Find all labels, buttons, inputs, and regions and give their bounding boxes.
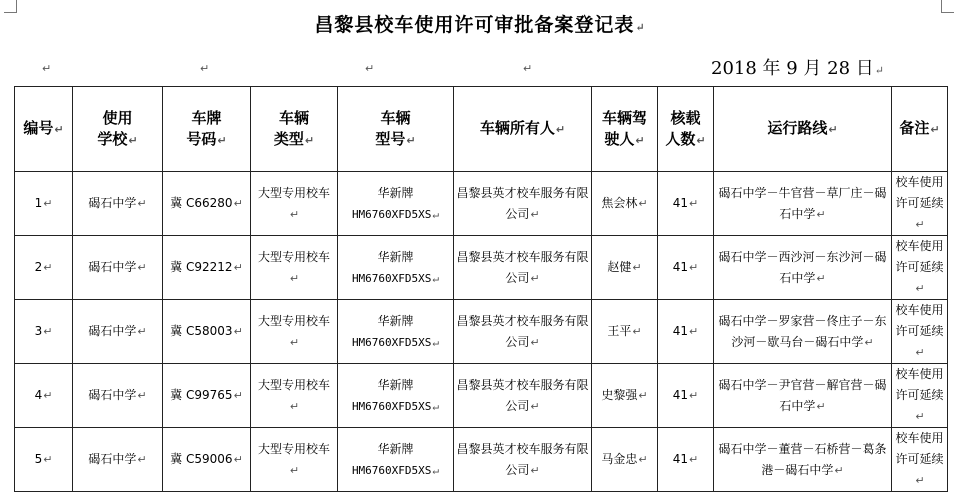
cell-capacity (658, 300, 714, 364)
header-text: 车辆 (380, 108, 411, 127)
cell-driver-text: 焦会林 (601, 196, 638, 210)
cell-school-text: 碣石中学 (88, 388, 137, 402)
cell-capacity (658, 428, 714, 492)
cell-mark: ↵ (530, 271, 540, 285)
cell-mark: ↵ (137, 453, 147, 466)
cell-vehicle-type (251, 236, 338, 300)
cell-mark: ↵ (128, 133, 138, 147)
cell-capacity (658, 364, 714, 428)
header-vehicle-model (338, 87, 454, 172)
cell-school (73, 428, 163, 492)
cell-remark (892, 428, 948, 492)
cell-remark (892, 172, 948, 236)
cell-number-text: 2 (34, 260, 43, 274)
header-text: 车辆驾 (601, 108, 647, 127)
cell-remark (892, 364, 948, 428)
table-row (15, 172, 948, 236)
header-text: 车牌 (191, 108, 222, 127)
cell-owner (454, 428, 592, 492)
header-plate (163, 87, 251, 172)
cell-mark: ↵ (43, 389, 53, 402)
cell-vehicle-model (338, 428, 454, 492)
table-header-row (15, 87, 948, 172)
cell-capacity-text: 41 (672, 260, 689, 274)
cell-vehicle-type-text: 大型专用校车 (257, 441, 330, 456)
cell-vehicle-type-text: 大型专用校车 (257, 249, 330, 264)
paragraph-mark: ↵ (200, 62, 210, 75)
cell-mark: ↵ (638, 453, 648, 466)
cell-remark-text: 校车使用许可延续 (895, 239, 944, 274)
cell-mark: ↵ (635, 133, 645, 147)
cell-mark: ↵ (233, 325, 243, 338)
cell-vehicle-model (338, 172, 454, 236)
cell-mark: ↵ (638, 197, 648, 210)
cell-owner-text: 昌黎县英才校车服务有限公司 (456, 185, 589, 221)
header-owner (454, 87, 592, 172)
cell-mark: ↵ (915, 474, 925, 487)
cell-remark (892, 300, 948, 364)
cell-plate (163, 300, 251, 364)
cell-mark: ↵ (834, 463, 844, 477)
document-title: 昌黎县校车使用许可审批备案登记表↵ (314, 14, 646, 36)
paragraph-mark: ↵ (523, 62, 533, 75)
cell-remark-text: 校车使用许可延续 (895, 367, 944, 402)
cell-school (73, 364, 163, 428)
cell-mark: ↵ (289, 207, 300, 221)
cell-number (15, 236, 73, 300)
header-school (73, 87, 163, 172)
cell-vehicle-model (338, 236, 454, 300)
cell-vehicle-model (338, 364, 454, 428)
header-text: 使用 (102, 108, 133, 127)
cell-mark: ↵ (233, 389, 243, 402)
header-driver (592, 87, 658, 172)
cell-number-text: 3 (34, 324, 43, 338)
cell-number (15, 428, 73, 492)
cell-vehicle-model (338, 300, 454, 364)
paragraph-mark: ↵ (42, 62, 52, 75)
cell-capacity (658, 172, 714, 236)
cell-owner (454, 172, 592, 236)
cell-driver-text: 赵健 (607, 260, 632, 274)
cell-mark: ↵ (864, 335, 874, 349)
cell-mark: ↵ (816, 271, 826, 285)
cell-mark: ↵ (289, 399, 300, 413)
cell-mark: ↵ (432, 463, 440, 477)
cell-remark-text: 校车使用许可延续 (895, 431, 944, 466)
header-route (714, 87, 892, 172)
cell-school-text: 碣石中学 (88, 260, 137, 274)
cell-capacity-text: 41 (672, 324, 689, 338)
cell-vehicle-type (251, 300, 338, 364)
cell-mark: ↵ (638, 389, 648, 402)
cell-mark: ↵ (816, 399, 826, 413)
header-text: 学校 (97, 129, 128, 148)
table-row (15, 364, 948, 428)
cell-remark (892, 236, 948, 300)
header-text: 车辆所有人 (479, 119, 555, 137)
cell-vehicle-model-text: 华新牌 HM6760XFD5XS (351, 441, 432, 477)
paragraph-mark: ↵ (365, 62, 375, 75)
table-row (15, 428, 948, 492)
cell-mark: ↵ (43, 261, 53, 274)
header-text: 备注 (899, 119, 930, 137)
table-row (15, 236, 948, 300)
cell-school (73, 300, 163, 364)
cell-driver-text: 王平 (607, 324, 632, 338)
cell-plate-text: 冀 C92212 (170, 260, 233, 274)
cell-driver (592, 428, 658, 492)
cell-capacity (658, 236, 714, 300)
cell-school-text: 碣石中学 (88, 196, 137, 210)
document-date: 2018 年 9 月 28 日↵ (711, 58, 884, 79)
cell-mark: ↵ (289, 463, 300, 477)
cell-number (15, 172, 73, 236)
cell-mark: ↵ (233, 261, 243, 274)
cell-mark: ↵ (432, 271, 440, 285)
table-body (15, 172, 948, 492)
cell-mark: ↵ (432, 207, 440, 221)
cell-plate (163, 172, 251, 236)
cell-driver (592, 236, 658, 300)
cell-plate-text: 冀 C66280 (170, 196, 233, 210)
cell-route-text: 碣石中学－罗家营－佟庄子－东沙河－歇马台－碣石中学 (718, 313, 887, 349)
cell-mark: ↵ (432, 399, 440, 413)
cell-mark: ↵ (43, 453, 53, 466)
cell-mark: ↵ (689, 389, 699, 402)
cell-mark: ↵ (137, 197, 147, 210)
cell-mark: ↵ (915, 346, 925, 359)
cell-owner (454, 364, 592, 428)
cell-vehicle-model-text: 华新牌 HM6760XFD5XS (351, 313, 432, 349)
cell-mark: ↵ (233, 453, 243, 466)
cell-mark: ↵ (432, 335, 440, 349)
cell-mark: ↵ (696, 133, 706, 147)
cell-mark: ↵ (930, 123, 940, 136)
cell-mark: ↵ (530, 463, 540, 477)
cell-vehicle-type (251, 364, 338, 428)
cell-vehicle-type (251, 428, 338, 492)
cell-mark: ↵ (632, 325, 642, 338)
header-number (15, 87, 73, 172)
cell-driver (592, 172, 658, 236)
cell-number-text: 5 (34, 452, 43, 466)
cell-mark: ↵ (137, 389, 147, 402)
cell-route (714, 172, 892, 236)
cell-owner-text: 昌黎县英才校车服务有限公司 (456, 313, 589, 349)
header-text: 类型 (273, 129, 304, 148)
cell-school (73, 236, 163, 300)
cell-driver-text: 史黎强 (601, 388, 638, 402)
header-text: 编号 (23, 119, 54, 137)
cell-vehicle-model-text: 华新牌 HM6760XFD5XS (351, 249, 432, 285)
table-row (15, 300, 948, 364)
cell-mark: ↵ (555, 123, 566, 136)
header-text: 人数 (665, 129, 696, 148)
header-remark (892, 87, 948, 172)
cell-school-text: 碣石中学 (88, 324, 137, 338)
cell-mark: ↵ (43, 325, 53, 338)
cell-plate-text: 冀 C59006 (170, 452, 233, 466)
cell-vehicle-type-text: 大型专用校车 (257, 313, 330, 328)
cell-driver (592, 364, 658, 428)
cell-mark: ↵ (689, 325, 699, 338)
cell-mark: ↵ (915, 282, 925, 295)
cell-number-text: 1 (34, 196, 43, 210)
header-text: 运行路线 (767, 119, 828, 137)
cell-owner (454, 236, 592, 300)
cell-mark: ↵ (304, 133, 315, 147)
header-text: 驶人 (604, 129, 635, 148)
cell-mark: ↵ (915, 218, 925, 231)
cell-mark: ↵ (689, 197, 699, 210)
cell-mark: ↵ (137, 261, 147, 274)
cell-vehicle-model-text: 华新牌 HM6760XFD5XS (351, 185, 432, 221)
cell-route-text: 碣石中学－西沙河－东沙河－碣石中学 (718, 249, 887, 285)
cell-mark: ↵ (530, 335, 540, 349)
cell-owner-text: 昌黎县英才校车服务有限公司 (456, 377, 589, 413)
cell-mark: ↵ (289, 271, 300, 285)
cell-number (15, 300, 73, 364)
header-text: 车辆 (278, 108, 309, 127)
cell-route-text: 碣石中学－尹官营－解官营－碣石中学 (718, 377, 887, 413)
cell-mark: ↵ (233, 197, 243, 210)
cell-mark: ↵ (406, 133, 416, 147)
cell-plate (163, 364, 251, 428)
header-vehicle-type (251, 87, 338, 172)
cell-capacity-text: 41 (672, 388, 689, 402)
cell-owner (454, 300, 592, 364)
cell-plate (163, 428, 251, 492)
cell-mark: ↵ (54, 123, 64, 136)
cell-school (73, 172, 163, 236)
cell-plate-text: 冀 C99765 (170, 388, 233, 402)
header-text: 号码 (186, 129, 217, 148)
cell-vehicle-type-text: 大型专用校车 (257, 377, 330, 392)
header-text: 核载 (670, 108, 701, 127)
cell-owner-text: 昌黎县英才校车服务有限公司 (456, 441, 589, 477)
cell-mark: ↵ (43, 197, 53, 210)
cell-mark: ↵ (632, 261, 642, 274)
cell-mark: ↵ (828, 123, 838, 136)
header-capacity (658, 87, 714, 172)
cell-owner-text: 昌黎县英才校车服务有限公司 (456, 249, 589, 285)
cell-route (714, 364, 892, 428)
cell-vehicle-type-text: 大型专用校车 (257, 185, 330, 200)
cell-remark-text: 校车使用许可延续 (895, 303, 944, 338)
cell-mark: ↵ (689, 261, 699, 274)
cell-route (714, 236, 892, 300)
cell-vehicle-model-text: 华新牌 HM6760XFD5XS (351, 377, 432, 413)
cell-vehicle-type (251, 172, 338, 236)
registration-table (14, 86, 948, 492)
cell-mark: ↵ (689, 453, 699, 466)
cell-mark: ↵ (530, 207, 540, 221)
cell-route (714, 428, 892, 492)
cell-number (15, 364, 73, 428)
cell-plate (163, 236, 251, 300)
cell-driver-text: 马金忠 (601, 452, 638, 466)
cell-plate-text: 冀 C58003 (170, 324, 233, 338)
cell-capacity-text: 41 (672, 196, 689, 210)
cell-driver (592, 300, 658, 364)
cell-remark-text: 校车使用许可延续 (895, 175, 944, 210)
cell-mark: ↵ (915, 410, 925, 423)
cell-number-text: 4 (34, 388, 43, 402)
header-text: 型号 (375, 129, 406, 148)
cell-mark: ↵ (289, 335, 300, 349)
cell-route (714, 300, 892, 364)
cell-school-text: 碣石中学 (88, 452, 137, 466)
cell-capacity-text: 41 (672, 452, 689, 466)
cell-route-text: 碣石中学－董营－石桥营－葛条港－碣石中学 (718, 441, 887, 477)
cell-mark: ↵ (530, 399, 540, 413)
cell-mark: ↵ (816, 207, 826, 221)
cell-mark: ↵ (137, 325, 147, 338)
cell-route-text: 碣石中学－牛官营－草厂庄－碣石中学 (718, 185, 887, 221)
cell-mark: ↵ (217, 133, 227, 147)
